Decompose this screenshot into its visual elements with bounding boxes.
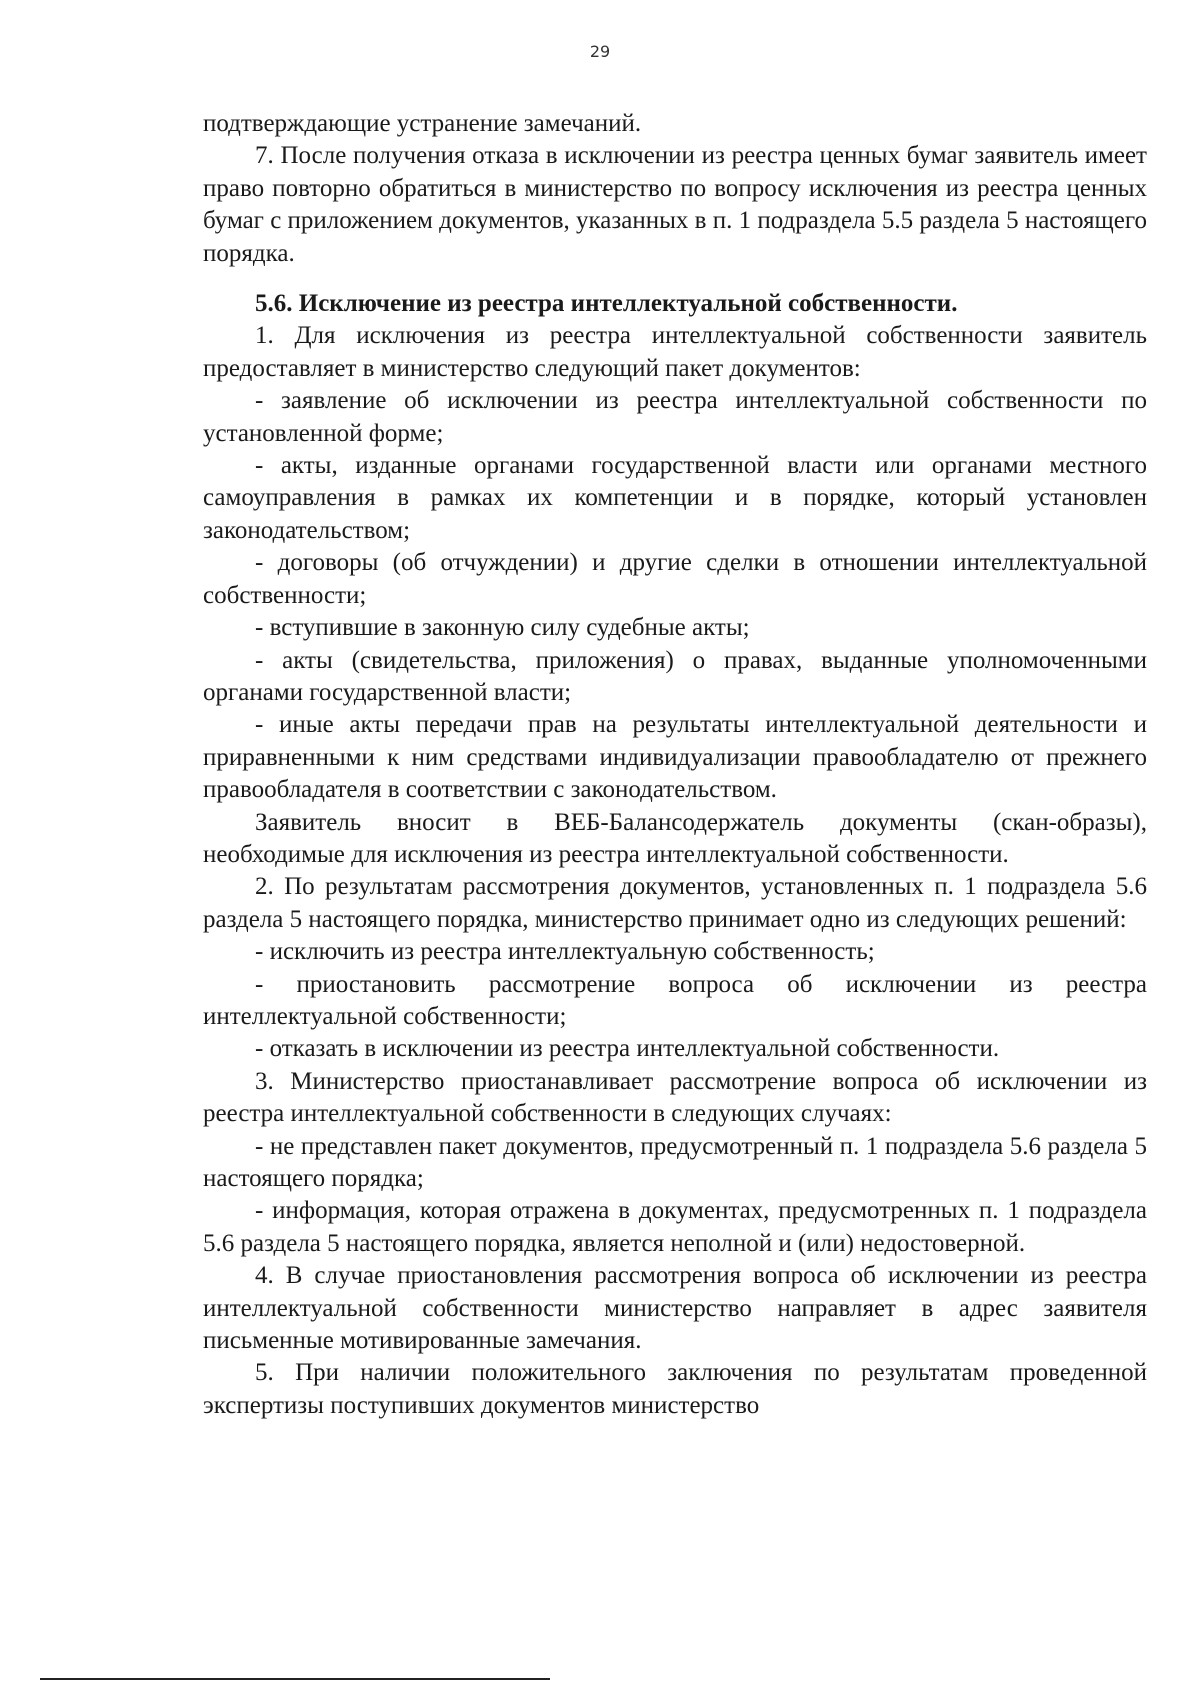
paragraph-continuation: подтверждающие устранение замечаний. xyxy=(203,110,642,137)
list-item: - исключить из реестра интеллектуальную собственность; xyxy=(255,938,875,966)
list-item: - иные акты передачи прав на результаты интеллектуальной деятельности и приравненными к ним средствами индивидуализации правообладателю от прежнего правообладателя в соответствии с законодательством. xyxy=(203,711,1147,804)
paragraph-item-4: 4. В случае приостановления рассмотрения вопроса об исключении из реестра интеллектуальной собственности министерство направляет в адрес заявителя письменные мотивированные замечания. xyxy=(203,1262,1147,1355)
paragraph-item-3: 3. Министерство приостанавливает рассмотрение вопроса об исключении из реестра интеллектуальной собственности в следующих случаях: xyxy=(203,1067,1147,1128)
page-number: 29 xyxy=(589,42,611,61)
paragraph-item-5: 5. При наличии положительного заключения по результатам проведенной экспертизы поступивших документов министерство xyxy=(203,1359,1147,1419)
list-item: - вступившие в законную силу судебные акты; xyxy=(255,614,750,642)
list-item: - приостановить рассмотрение вопроса об исключении из реестра интеллектуальной собственности; xyxy=(203,970,1147,1030)
footer-rule xyxy=(40,1678,550,1680)
paragraph-item-1: 1. Для исключения из реестра интеллектуальной собственности заявитель предоставляет в министерство следующий пакет документов: xyxy=(203,322,1147,382)
list-item: - не представлен пакет документов, предусмотренный п. 1 подраздела 5.6 раздела 5 настоящего порядка; xyxy=(203,1132,1147,1192)
list-item: - договоры (об отчуждении) и другие сделки в отношении интеллектуальной собственности; xyxy=(203,549,1147,609)
paragraph-item-2: 2. По результатам рассмотрения документов, установленных п. 1 подраздела 5.6 раздела 5 настоящего порядка, министерство принимает одно из следующих решений: xyxy=(203,873,1147,933)
list-item: - заявление об исключении из реестра интеллектуальной собственности по установленной форме; xyxy=(203,387,1147,447)
list-item: - акты (свидетельства, приложения) о правах, выданные уполномоченными органами государственной власти; xyxy=(203,646,1147,706)
document-body xyxy=(203,108,1147,1422)
paragraph: Заявитель вносит в ВЕБ-Балансодержатель документы (скан-образы), необходимые для исключения из реестра интеллектуальной собственности. xyxy=(203,808,1147,868)
list-item: - отказать в исключении из реестра интеллектуальной собственности. xyxy=(255,1035,1000,1063)
list-item: - акты, изданные органами государственной власти или органами местного самоуправления в рамках их компетенции и в порядке, который установлен законодательством; xyxy=(203,452,1147,544)
paragraph-item-7: 7. После получения отказа в исключении из реестра ценных бумаг заявитель имеет право повторно обратиться в министерство по вопросу исключения из реестра ценных бумаг с приложением документов, указанных в п. 1 подраздела 5.5 раздела 5 настоящего порядка. xyxy=(203,142,1147,267)
section-heading: 5.6. Исключение из реестра интеллектуальной собственности. xyxy=(255,290,958,318)
list-item: - информация, которая отражена в документах, предусмотренных п. 1 подраздела 5.6 раздела 5 настоящего порядка, является неполной и (или) недостоверной. xyxy=(203,1197,1147,1257)
